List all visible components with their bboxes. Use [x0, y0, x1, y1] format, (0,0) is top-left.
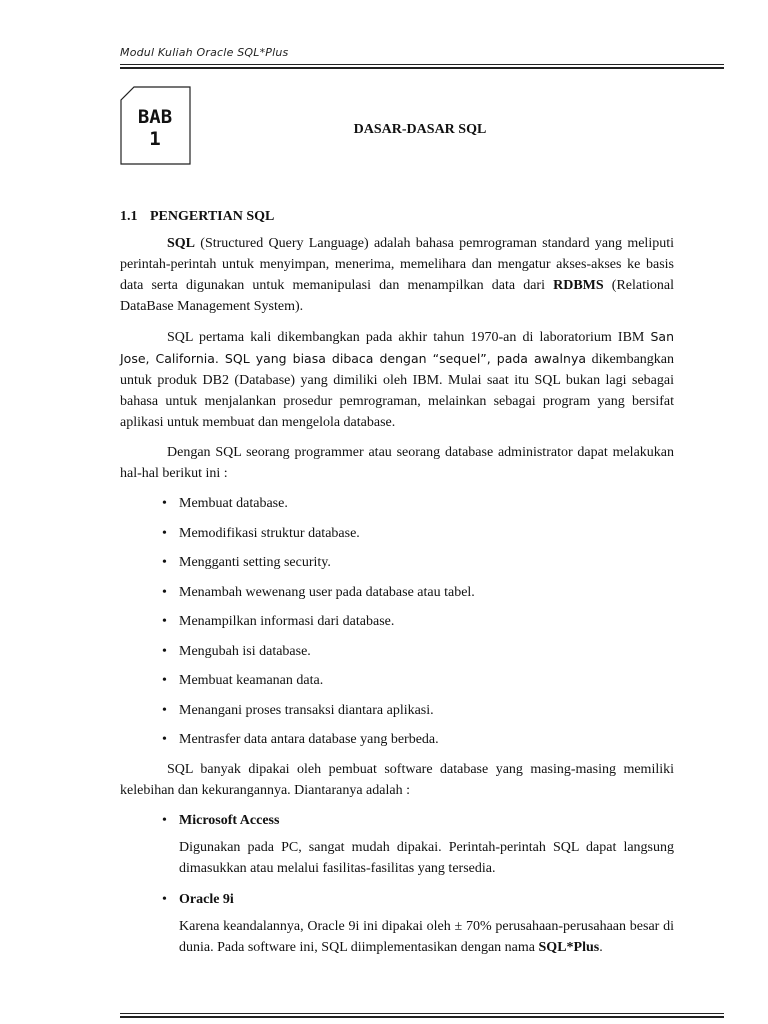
list-item — [120, 641, 674, 662]
term-sql: SQL — [167, 236, 196, 251]
footer-rule-thin — [120, 1013, 724, 1014]
bullet-icon: • — [162, 555, 167, 570]
term-rdbms: RDBMS — [553, 278, 604, 293]
list-item-text: Mengganti setting security. — [179, 555, 331, 570]
bullet-icon: • — [162, 702, 167, 718]
list-item — [120, 670, 674, 691]
paragraph-sql-uses-intro: Dengan SQL seorang programmer atau seorang database administrator dapat melakukan hal-hal berikut ini : — [120, 445, 674, 481]
chapter-label-line1: BAB — [137, 106, 173, 128]
header-rule-thick — [120, 67, 724, 69]
list-item-text: Mengubah isi database. — [179, 643, 311, 659]
list-item-text: Menambah wewenang user pada database atau tabel. — [179, 584, 475, 600]
list-item-text: Membuat database. — [179, 496, 288, 511]
paragraph-sql-history — [120, 326, 674, 433]
section-heading — [120, 206, 674, 227]
list-item-text: Memodifikasi struktur database. — [179, 525, 360, 541]
list-item — [120, 700, 674, 721]
paragraph-software-intro: SQL banyak dipakai oleh pembuat software database yang masing-masing memiliki kelebihan dan kekurangannya. Diantaranya adalah : — [120, 761, 674, 798]
bullet-icon: • — [162, 643, 167, 659]
paragraph-text: (Relational DataBase Management System). — [120, 278, 674, 314]
database-description-end: . — [599, 939, 603, 955]
bullet-icon: • — [162, 525, 167, 541]
list-item — [120, 493, 674, 514]
header-rule-thin — [120, 64, 724, 65]
bullet-icon: • — [162, 584, 167, 600]
list-item — [120, 523, 674, 544]
list-item-text: Menampilkan informasi dari database. — [179, 614, 395, 629]
list-item — [120, 552, 674, 573]
list-item — [120, 729, 674, 750]
capabilities-list — [120, 493, 674, 750]
list-item-text: Mentrasfer data antara database yang berbeda. — [179, 732, 439, 747]
bullet-icon: • — [162, 891, 167, 907]
bullet-icon: • — [162, 673, 167, 688]
paragraph-text: dikembangkan untuk produk DB2 (Database) yang dimiliki oleh IBM. Mulai saat itu SQL bukan lagi sebagai bahasa untuk menjalankan prosedur pemrograman, melainkan sebagai program yang bersifat aplikasi untuk membuat dan mengelola database. — [120, 352, 675, 430]
bullet-icon: • — [162, 614, 167, 629]
chapter-label-box — [120, 86, 190, 164]
paragraph-text: SQL pertama kali dikembangkan pada akhir tahun 1970-an di laboratorium IBM — [167, 330, 651, 345]
paragraph-text: (Structured Query Language) adalah bahasa pemrograman standard yang meliputi perintah-perintah untuk menyimpan, menerima, memelihara dan mengatur akses-akses ke basis data serta digunakan untuk memanipulasi dan menampilkan data dari — [120, 236, 674, 293]
chapter-label-line2: 1 — [149, 128, 161, 150]
list-item-text: Menangani proses transaksi diantara aplikasi. — [179, 702, 434, 718]
list-item-text: Membuat keamanan data. — [179, 673, 324, 688]
database-description: Digunakan pada PC, sangat mudah dipakai. Perintah-perintah SQL dapat langsung dimasukkan atau melalui fasilitas-fasilitas yang tersedia. — [179, 839, 674, 876]
bullet-icon: • — [162, 812, 167, 828]
footer-rule-thick — [120, 1016, 724, 1018]
list-item — [120, 611, 674, 632]
database-name: Oracle 9i — [179, 891, 234, 907]
database-item — [120, 810, 674, 831]
database-name: Microsoft Access — [179, 812, 280, 828]
database-description — [120, 916, 674, 958]
database-description-text: Karena keandalannya, Oracle 9i ini dipakai oleh ± 70% perusahaan-perusahaan besar di dunia. Pada software ini, SQL diimplementasikan dengan nama — [179, 918, 674, 955]
bullet-icon: • — [162, 496, 167, 511]
term-sqlplus: SQL*Plus — [538, 939, 600, 955]
section-number: 1.1 — [120, 209, 138, 224]
paragraph-text-sans: San Jose, California. SQL yang biasa dibaca dengan “sequel”, pada awalnya — [120, 329, 674, 366]
paragraph-sql-definition — [120, 233, 674, 317]
bullet-icon: • — [162, 732, 167, 747]
list-item — [120, 582, 674, 603]
database-item — [120, 889, 674, 910]
running-header: Modul Kuliah Oracle SQL*Plus — [120, 46, 289, 59]
section-title: PENGERTIAN SQL — [150, 209, 275, 224]
main-content — [120, 206, 674, 968]
chapter-title: DASAR-DASAR SQL — [353, 122, 487, 137]
chapter-label — [120, 106, 190, 150]
